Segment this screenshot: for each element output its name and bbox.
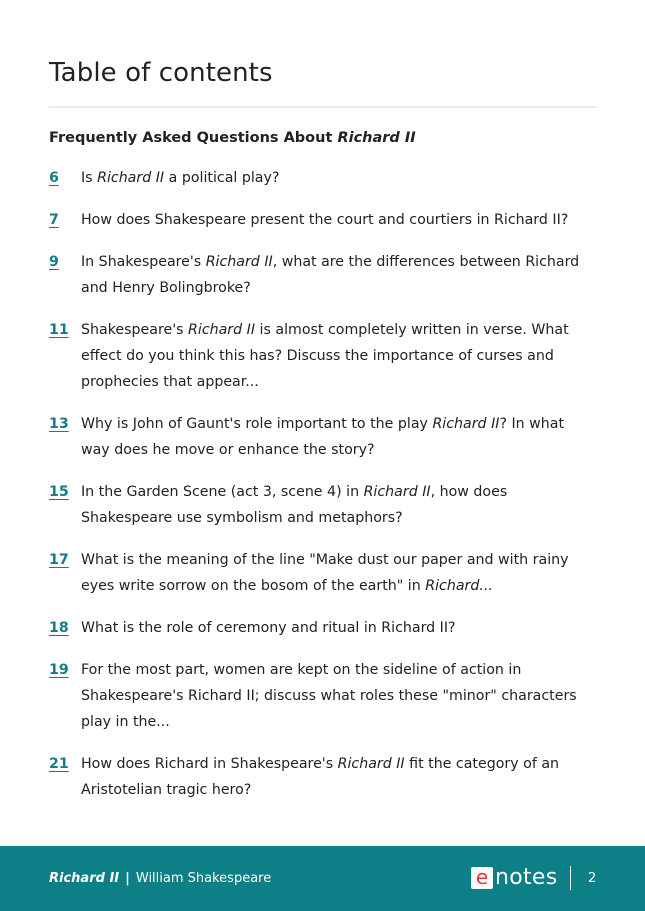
toc-question-text: What is the meaning of the line "Make dust our paper and with rainy eyes write sorrow on the bosom of the earth" in xyxy=(81,552,569,594)
footer xyxy=(0,846,645,911)
toc-page-link[interactable]: 18 xyxy=(49,620,69,636)
footer-page-number: 2 xyxy=(588,871,597,886)
toc-page-link[interactable]: 7 xyxy=(49,212,59,228)
toc-question-text: How does Richard in Shakespeare's xyxy=(81,756,338,772)
footer-divider xyxy=(570,866,571,890)
toc-page-link[interactable]: 13 xyxy=(49,416,69,432)
toc-question-link[interactable] xyxy=(81,165,597,191)
enotes-logo-e-icon: e xyxy=(471,867,493,889)
toc-page-link[interactable]: 21 xyxy=(49,756,69,772)
toc-question-text: is almost completely written in verse. What effect do you think this has? Discuss the importance of curses and prophecies that appear... xyxy=(81,322,569,390)
toc-page-link[interactable]: 17 xyxy=(49,552,69,568)
toc-question-text: ? In what way does he move or enhance the story? xyxy=(81,416,565,458)
toc-question-link[interactable] xyxy=(81,317,597,395)
toc-question-link[interactable] xyxy=(81,547,597,599)
toc-question-italic-text: Richard II xyxy=(205,254,273,270)
title-divider xyxy=(49,106,597,108)
toc-question-link[interactable] xyxy=(81,615,597,641)
toc-page-link[interactable]: 15 xyxy=(49,484,69,500)
toc-page-link[interactable]: 9 xyxy=(49,254,59,270)
footer-book-info xyxy=(49,870,271,888)
toc-item xyxy=(49,657,597,735)
toc-question-text: fit the category of an Aristotelian tragic hero? xyxy=(81,756,560,798)
toc-question-text: , how does Shakespeare use symbolism and metaphors? xyxy=(81,484,508,526)
toc-question-text: Is xyxy=(81,170,98,186)
toc-question-link[interactable] xyxy=(81,751,597,803)
toc-item xyxy=(49,411,597,463)
toc-question-link[interactable] xyxy=(81,249,597,301)
toc-question-text: In Shakespeare's xyxy=(81,254,206,270)
toc-page-link[interactable]: 19 xyxy=(49,662,69,678)
toc-item xyxy=(49,165,597,191)
section-heading-book: Richard II xyxy=(337,130,416,146)
toc-item xyxy=(49,751,597,803)
toc-question-text: Shakespeare's xyxy=(81,322,189,338)
enotes-logo[interactable] xyxy=(471,866,558,890)
section-heading-prefix: Frequently Asked Questions About xyxy=(49,130,338,146)
toc-question-link[interactable] xyxy=(81,411,597,463)
toc-question-text: In the Garden Scene (act 3, scene 4) in xyxy=(81,484,364,500)
toc-item xyxy=(49,615,597,641)
toc-question-italic-text: Richard... xyxy=(425,578,493,594)
toc-question-text: What is the role of ceremony and ritual in Richard II? xyxy=(81,620,456,636)
toc-item xyxy=(49,249,597,301)
toc-question-italic-text: Richard II xyxy=(97,170,165,186)
toc-question-link[interactable] xyxy=(81,479,597,531)
page-title: Table of contents xyxy=(49,58,273,88)
toc-question-italic-text: Richard II xyxy=(337,756,405,772)
section-heading xyxy=(49,127,416,149)
toc-question-text: a political play? xyxy=(164,170,280,186)
toc-question-italic-text: Richard II xyxy=(363,484,431,500)
footer-separator: | xyxy=(125,871,130,886)
toc-question-link[interactable] xyxy=(81,207,597,233)
toc-question-italic-text: Richard II xyxy=(188,322,256,338)
toc-item xyxy=(49,317,597,395)
toc-page-link[interactable]: 6 xyxy=(49,170,59,186)
footer-author: William Shakespeare xyxy=(135,871,272,886)
toc-question-text: , what are the differences between Richard and Henry Bolingbroke? xyxy=(81,254,580,296)
toc-page-link[interactable]: 11 xyxy=(49,322,69,338)
toc-question-italic-text: Richard II xyxy=(432,416,500,432)
toc-item xyxy=(49,207,597,233)
enotes-logo-text: notes xyxy=(495,865,558,890)
toc-question-link[interactable] xyxy=(81,657,597,735)
toc-item xyxy=(49,479,597,531)
toc-question-text: How does Shakespeare present the court and courtiers in Richard II? xyxy=(81,212,569,228)
toc-item xyxy=(49,547,597,599)
footer-book-title: Richard II xyxy=(49,871,120,886)
toc-list xyxy=(49,165,597,819)
toc-question-text: Why is John of Gaunt's role important to the play xyxy=(81,416,433,432)
toc-question-text: For the most part, women are kept on the sideline of action in Shakespeare's Richard II; discuss what roles these "minor" characters play in the... xyxy=(81,662,577,730)
